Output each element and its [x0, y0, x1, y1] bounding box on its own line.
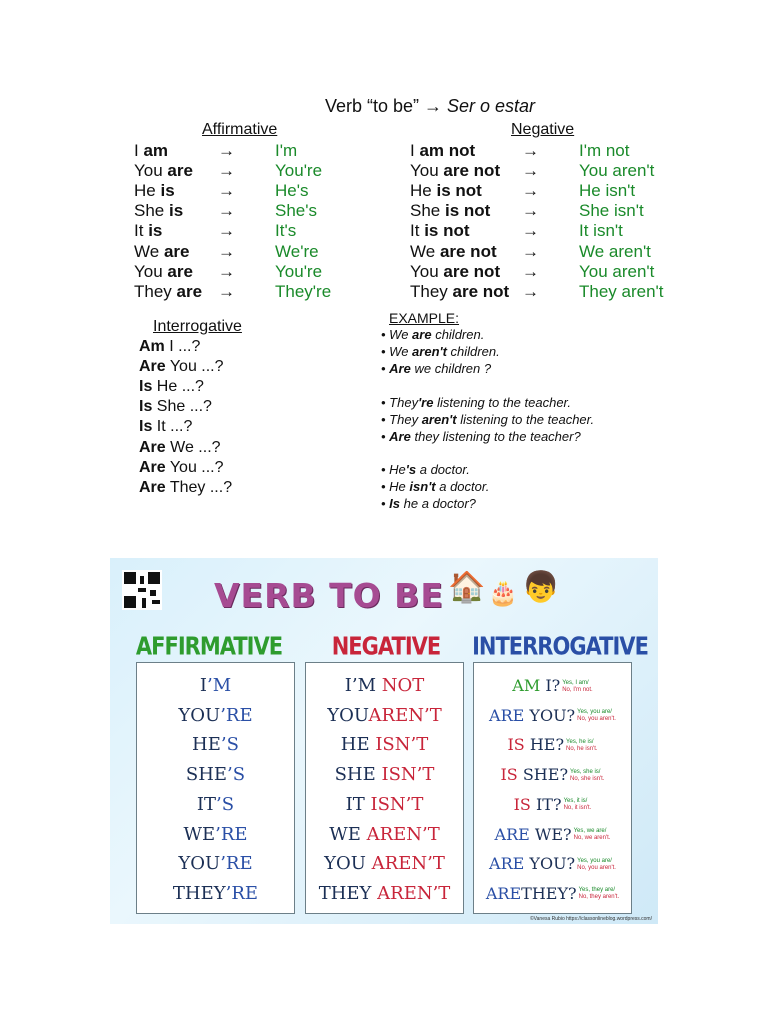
contraction-text: It isn't — [579, 221, 623, 241]
example-text: • We — [381, 344, 413, 359]
contraction-text: You're — [275, 161, 323, 181]
poster-affirmative-line — [137, 790, 294, 820]
poster-interrogative-column — [473, 662, 632, 914]
poster-word: HE — [340, 734, 376, 756]
poster-affirmative-line — [137, 730, 294, 760]
poster-word: YOU? — [529, 705, 576, 725]
affirmative-row — [134, 262, 434, 282]
subject-text — [134, 141, 168, 161]
poster-word: ’RE — [225, 882, 259, 904]
poster-interrogative-line — [474, 671, 631, 701]
subject-pronoun: You — [410, 161, 439, 181]
verb-text: are not — [443, 261, 501, 281]
interrogative-header: Interrogative — [153, 318, 242, 335]
short-answer-no: No, I'm not. — [562, 686, 593, 693]
poster-word: ARE — [489, 705, 530, 725]
short-answer — [574, 828, 611, 842]
arrow-icon: → — [218, 221, 235, 241]
subject-pronoun: I — [134, 141, 139, 160]
example-text: he a doctor? — [400, 496, 476, 511]
poster-word: IS — [500, 765, 523, 785]
example-verb: isn't — [409, 479, 436, 494]
verb-text: Are — [139, 358, 166, 376]
subject-text — [410, 161, 500, 181]
subject-text — [134, 242, 189, 262]
subject-pronoun: I — [410, 141, 415, 160]
poster-word: NOT — [381, 675, 425, 696]
poster-word: ’S — [227, 764, 246, 786]
subject-pronoun: You — [410, 261, 439, 281]
cake-icon: 🎂 — [488, 580, 518, 607]
arrow-icon: → — [218, 161, 235, 181]
poster-word: YOU? — [529, 854, 576, 874]
short-answer — [562, 680, 593, 694]
verb-text: are — [167, 261, 193, 281]
affirmative-row — [134, 181, 434, 201]
arrow-icon: → — [522, 201, 539, 221]
poster-word: SHE? — [522, 765, 569, 785]
poster-word: YOU — [178, 853, 221, 875]
example-verb: 're — [418, 395, 434, 410]
poster-affirmative-line — [137, 879, 294, 909]
contraction-text: We aren't — [579, 241, 651, 261]
negative-header: Negative — [511, 121, 575, 138]
contraction-text: It's — [275, 221, 297, 241]
arrow-icon: → — [218, 181, 235, 201]
short-answer-yes: Yes, he is/ — [566, 738, 594, 745]
affirmative-header: Affirmative — [202, 121, 278, 138]
poster-affirmative-line — [137, 701, 294, 731]
subject-pronoun: We — [134, 241, 160, 261]
subject-pronoun: You — [134, 161, 163, 181]
arrow-icon: → — [218, 241, 235, 261]
example-text: • — [381, 429, 390, 444]
arrow-icon: → — [522, 181, 539, 201]
contraction-text: I'm — [275, 141, 298, 160]
poster-credit: ©Vanesa Rubio https://classonlineblog.wordpress.com/ — [530, 916, 652, 922]
subject-pronoun: She — [410, 201, 441, 221]
contraction-text: You're — [275, 261, 323, 281]
short-answer — [564, 798, 592, 812]
subject-pronoun: It — [134, 221, 144, 241]
poster-word: ’RE — [220, 853, 253, 875]
example-verb: Are — [389, 429, 411, 444]
title-prefix: Verb “to be” → — [324, 96, 442, 116]
poster-word: ’M — [206, 675, 232, 696]
poster-word: ARE — [489, 854, 530, 874]
interrogative-row — [139, 357, 224, 377]
contraction-text: They're — [275, 281, 332, 301]
verb-text: is — [168, 201, 184, 221]
example-line — [381, 344, 500, 360]
poster-affirmative-line — [137, 671, 294, 701]
short-answer-no: No, you aren't. — [577, 716, 616, 723]
verb-text: Are — [139, 458, 166, 476]
negative-row — [410, 141, 710, 161]
poster-negative-line — [306, 790, 463, 820]
arrow-icon: → — [522, 281, 539, 301]
poster-word: SHE — [185, 764, 228, 786]
poster-affirmative-column — [136, 662, 295, 914]
poster-negative-line — [306, 820, 463, 850]
poster-word: HE — [192, 734, 221, 756]
example-text: we children ? — [410, 361, 492, 376]
page-title — [0, 96, 768, 117]
poster-interrogative-line — [474, 730, 631, 760]
affirmative-row — [134, 282, 434, 302]
example-header: EXAMPLE: — [389, 310, 460, 326]
subject-pronoun: She — [134, 201, 165, 221]
short-answer — [579, 887, 620, 901]
poster-affirmative-header: AFFIRMATIVE — [135, 631, 283, 661]
poster-word: AREN’T — [368, 704, 442, 726]
contraction-text: He isn't — [579, 181, 636, 201]
example-line — [381, 327, 484, 343]
verb-text: is — [160, 181, 175, 201]
question-text: She ...? — [156, 398, 212, 416]
verb-text: is not — [444, 201, 491, 221]
subject-text — [410, 242, 497, 262]
arrow-icon: → — [522, 141, 539, 160]
interrogative-row — [139, 458, 224, 478]
poster-word: WE? — [534, 824, 572, 844]
short-answer-no: No, we aren't. — [573, 835, 611, 841]
verb-text: am — [143, 141, 169, 160]
poster-negative-line — [306, 701, 463, 731]
poster-negative-line — [306, 849, 463, 879]
subject-text — [134, 262, 193, 282]
poster-negative-line — [306, 760, 463, 790]
verb-text: am not — [419, 141, 476, 160]
poster-title: VERB TO BE — [214, 576, 444, 615]
poster-word: ARE — [494, 824, 535, 844]
example-text: they listening to the teacher? — [410, 429, 581, 444]
poster-negative-line — [306, 730, 463, 760]
short-answer-no: No, you aren't. — [577, 864, 616, 871]
poster-word: AM — [512, 676, 546, 695]
verb-text: Are — [139, 438, 166, 456]
house-icon: 🏠 — [448, 571, 486, 604]
question-text: He ...? — [156, 378, 204, 396]
poster-word: WE — [183, 823, 216, 845]
poster-word: YOU — [324, 853, 372, 875]
example-text: a doctor. — [416, 462, 470, 477]
verb-text: are not — [443, 161, 501, 181]
verb-text: Are — [139, 478, 166, 496]
example-line — [381, 395, 571, 411]
example-text: children. — [446, 344, 500, 359]
interrogative-row — [139, 417, 192, 437]
verb-text: are — [163, 241, 190, 261]
example-verb: aren't — [412, 344, 447, 359]
subject-pronoun: He — [134, 181, 156, 201]
interrogative-row — [139, 478, 232, 498]
short-answer — [577, 709, 616, 723]
verb-text: Am — [139, 338, 165, 355]
example-line — [381, 462, 470, 478]
subject-text — [134, 221, 162, 241]
poster-negative-line — [306, 671, 463, 701]
example-text: • They — [381, 412, 422, 427]
poster-word: ARE — [485, 883, 522, 903]
poster-word: ’RE — [220, 704, 253, 726]
subject-pronoun: You — [134, 261, 163, 281]
poster-word: ’S — [220, 734, 239, 756]
verb-text: is — [148, 221, 163, 241]
negative-row — [410, 262, 710, 282]
verb-text: Is — [139, 398, 153, 416]
poster-negative-header: NEGATIVE — [331, 631, 441, 661]
verb-text: Is — [139, 378, 153, 396]
short-answer-yes: Yes, they are/ — [578, 887, 616, 894]
example-text: • We — [381, 327, 413, 342]
example-line — [381, 412, 594, 428]
example-text: listening to the teacher. — [456, 412, 595, 427]
poster-word: ISN’T — [381, 764, 435, 786]
contraction-text: He's — [275, 181, 309, 201]
poster-negative-line — [306, 879, 463, 909]
affirmative-row — [134, 201, 434, 221]
poster-word: ’RE — [215, 823, 248, 845]
question-text: It ...? — [156, 418, 193, 436]
question-text: I ...? — [169, 338, 201, 355]
poster-word: IT — [345, 793, 371, 815]
subject-text — [410, 201, 490, 221]
example-text: • — [381, 361, 390, 376]
subject-text — [134, 201, 183, 221]
subject-text — [410, 262, 500, 282]
short-answer-no: No, she isn't. — [570, 775, 605, 782]
boy-icon: 👦 — [522, 571, 560, 604]
poster-interrogative-line — [474, 879, 631, 909]
contraction-text: You aren't — [579, 161, 655, 181]
affirmative-row — [134, 221, 434, 241]
subject-pronoun: They — [134, 281, 172, 301]
subject-text — [410, 181, 482, 201]
negative-row — [410, 221, 710, 241]
poster-word: THEY — [172, 882, 226, 904]
verb-text: are — [167, 161, 193, 181]
poster-word: ISN’T — [370, 793, 424, 815]
question-text: We ...? — [170, 438, 221, 456]
arrow-icon: → — [218, 141, 235, 160]
example-text: • He — [381, 479, 410, 494]
verb-text: are not — [452, 281, 510, 301]
subject-text — [410, 141, 475, 161]
contraction-text: You aren't — [579, 261, 655, 281]
example-text: • They — [381, 395, 419, 410]
poster-interrogative-line — [474, 760, 631, 790]
example-verb: aren't — [421, 412, 457, 427]
negative-row — [410, 161, 710, 181]
verb-text: are — [176, 281, 203, 301]
short-answer-yes: Yes, you are/ — [577, 709, 612, 716]
arrow-icon: → — [522, 221, 539, 241]
poster-affirmative-line — [137, 849, 294, 879]
arrow-icon: → — [522, 261, 539, 281]
poster-affirmative-line — [137, 820, 294, 850]
example-verb: 's — [405, 462, 417, 477]
contraction-text: She's — [275, 201, 317, 221]
negative-row — [410, 181, 710, 201]
example-line — [381, 429, 581, 445]
poster-word: ’S — [216, 793, 235, 815]
short-answer-yes: Yes, we are/ — [573, 828, 607, 834]
short-answer-no: No, it isn't. — [563, 805, 592, 812]
affirmative-row — [134, 141, 434, 161]
poster-word: YOU — [327, 704, 369, 726]
interrogative-row — [139, 438, 221, 458]
subject-text — [410, 221, 470, 241]
contraction-text: We're — [275, 241, 319, 261]
poster-word: YOU — [178, 704, 221, 726]
qr-code-icon — [122, 570, 162, 610]
subject-text — [134, 161, 193, 181]
subject-pronoun: We — [410, 241, 436, 261]
example-verb: Is — [389, 496, 401, 511]
subject-pronoun: He — [410, 181, 432, 201]
verb-text: is not — [436, 181, 482, 201]
question-text: They ...? — [169, 478, 233, 496]
title-translation: Ser o estar — [447, 96, 536, 116]
poster-interrogative-header: INTERROGATIVE — [472, 631, 648, 661]
negative-row — [410, 242, 710, 262]
example-verb: are — [412, 327, 432, 342]
verb-text: Is — [139, 418, 153, 436]
interrogative-row — [139, 377, 204, 397]
short-answer — [566, 739, 598, 753]
example-text: a doctor. — [435, 479, 490, 494]
verb-to-be-poster — [110, 558, 658, 924]
contraction-text: I'm not — [579, 141, 630, 160]
subject-text — [134, 181, 175, 201]
arrow-icon: → — [218, 281, 235, 301]
poster-word: IS — [513, 794, 536, 814]
poster-word: AREN’T — [371, 853, 445, 875]
example-text: • He — [381, 462, 406, 477]
verb-text: is not — [424, 221, 470, 241]
negative-row — [410, 201, 710, 221]
poster-word: THEY — [318, 882, 378, 904]
contraction-text: They aren't — [579, 281, 664, 301]
poster-word: HE? — [529, 735, 565, 755]
poster-word: SHE — [334, 764, 382, 786]
poster-word: IT — [196, 793, 217, 815]
short-answer-yes: Yes, it is/ — [563, 798, 588, 805]
short-answer-yes: Yes, you are/ — [577, 857, 612, 864]
subject-text — [410, 282, 509, 302]
poster-word: I — [199, 675, 207, 696]
poster-word: IS — [507, 735, 530, 755]
example-line — [381, 496, 476, 512]
subject-text — [134, 282, 202, 302]
poster-word: IT? — [535, 794, 562, 814]
example-text: listening to the teacher. — [433, 395, 572, 410]
example-line — [381, 479, 489, 495]
short-answer-yes: Yes, I am/ — [562, 679, 589, 686]
poster-interrogative-line — [474, 701, 631, 731]
poster-word: THEY? — [521, 883, 577, 903]
poster-interrogative-line — [474, 820, 631, 850]
question-text: You ...? — [169, 458, 224, 476]
poster-interrogative-line — [474, 849, 631, 879]
short-answer-no: No, they aren't. — [578, 894, 620, 901]
contraction-text: She isn't — [579, 201, 644, 221]
poster-word: AREN’T — [377, 882, 451, 904]
poster-word: I’M — [344, 675, 382, 696]
short-answer — [577, 858, 616, 872]
short-answer-no: No, he isn't. — [566, 745, 598, 752]
arrow-icon: → — [522, 241, 539, 261]
poster-word: AREN’T — [366, 823, 440, 845]
arrow-icon: → — [218, 261, 235, 281]
short-answer-yes: Yes, she is/ — [570, 768, 601, 775]
poster-word: I? — [545, 676, 561, 695]
poster-interrogative-line — [474, 790, 631, 820]
affirmative-row — [134, 161, 434, 181]
short-answer — [570, 769, 605, 783]
poster-affirmative-line — [137, 760, 294, 790]
affirmative-row — [134, 242, 434, 262]
interrogative-row — [139, 397, 212, 417]
example-verb: Are — [389, 361, 411, 376]
example-text: • — [381, 496, 390, 511]
arrow-icon: → — [218, 201, 235, 221]
example-line — [381, 361, 491, 377]
poster-word: ISN’T — [375, 734, 429, 756]
arrow-icon: → — [522, 161, 539, 181]
poster-negative-column — [305, 662, 464, 914]
poster-word: WE — [329, 823, 367, 845]
question-text: You ...? — [169, 358, 224, 376]
verb-text: are not — [439, 241, 497, 261]
interrogative-row — [139, 337, 200, 357]
negative-row — [410, 282, 710, 302]
example-text: children. — [431, 327, 485, 342]
subject-pronoun: It — [410, 221, 420, 241]
subject-pronoun: They — [410, 281, 448, 301]
